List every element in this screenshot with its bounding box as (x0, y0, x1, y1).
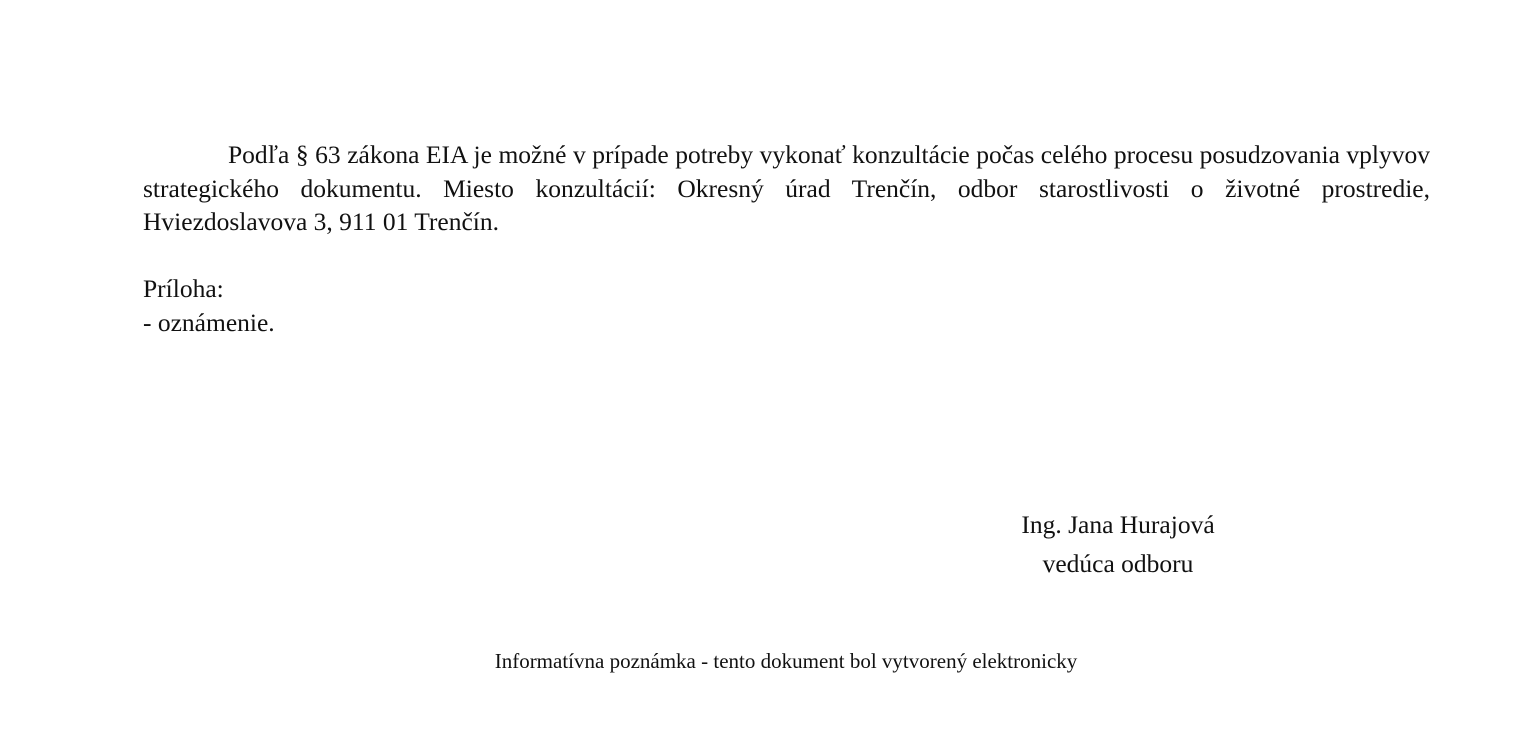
attachment-heading: Príloha: (143, 274, 224, 303)
consultation-paragraph: Podľa § 63 zákona EIA je možné v prípade potreby vykonať konzultácie počas celého procesu posudzovania vplyvov strategického dokumentu. Miesto konzultácií: Okresný úrad Trenčín, odbor starostlivosti o životné prostredie, Hviezdoslavova 3, 911 01 Trenčín. (143, 140, 1430, 236)
attachment-section (143, 272, 275, 339)
signatory-name: Ing. Jana Hurajová (1021, 510, 1215, 539)
attachment-item: - oznámenie. (143, 307, 275, 337)
signatory-role: vedúca odboru (1042, 549, 1194, 578)
footer-note: Informatívna poznámka - tento dokument bol vytvorený elektronicky (494, 649, 1078, 673)
signature-block (968, 506, 1268, 584)
